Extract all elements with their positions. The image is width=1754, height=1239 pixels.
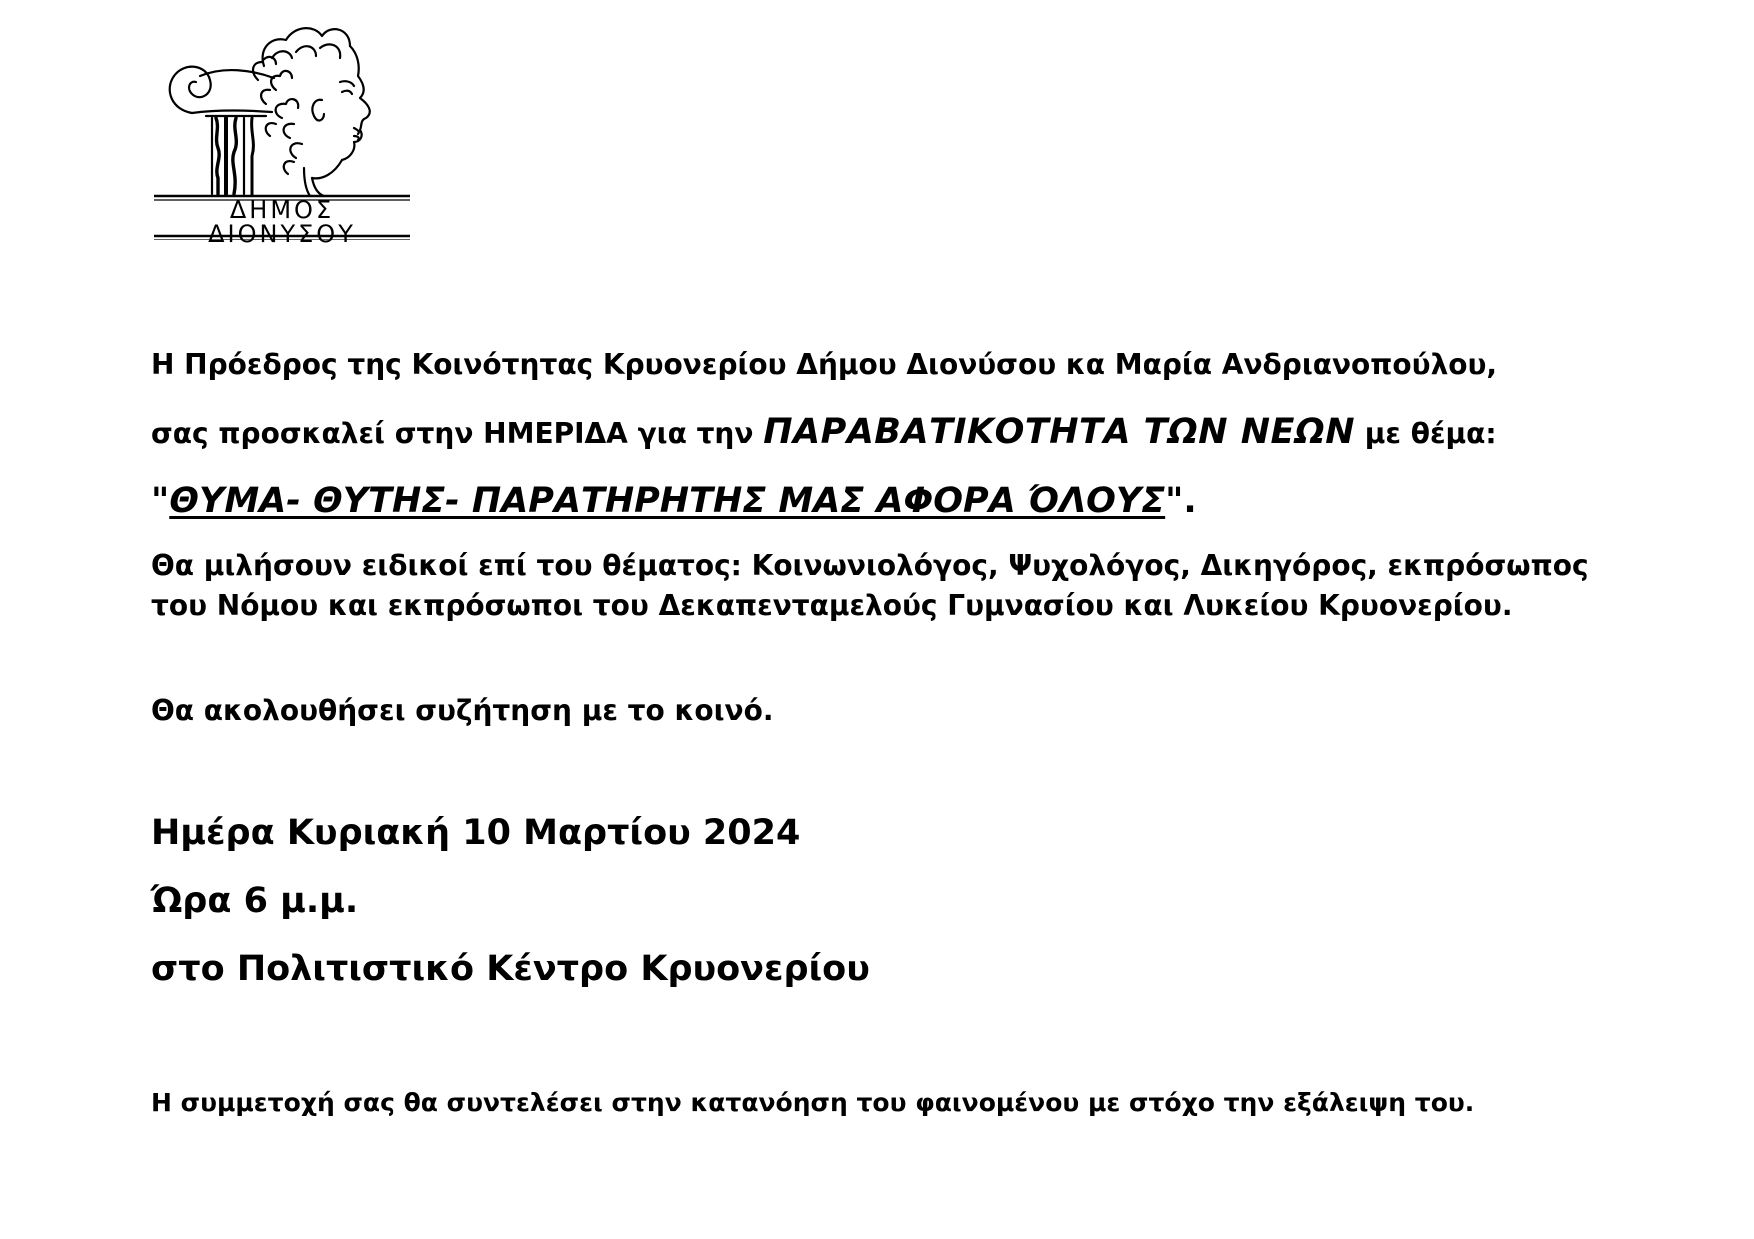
invite-prefix: σας προσκαλεί στην ΗΜΕΡΙΔΑ για την bbox=[151, 417, 754, 450]
speakers-paragraph: Θα μιλήσουν ειδικοί επί του θέματος: Κοινωνιολόγος, Ψυχολόγος, Δικηγόρος, εκπρόσωπος του Νόμου και εκπρόσωποι του Δεκαπενταμελούς Γυμνασίου και Λυκείου Κρυονερίου. bbox=[151, 549, 1589, 622]
logo-wordmark: ΔΗΜΟΣ ΔΙΟΝΥΣΟΥ bbox=[208, 196, 356, 248]
event-venue: στο Πολιτιστικό Κέντρο Κρυονερίου bbox=[151, 949, 870, 989]
subject-line bbox=[151, 481, 1197, 521]
event-day: Ημέρα Κυριακή 10 Μαρτίου 2024 bbox=[151, 813, 801, 853]
subject-title: ΘΥΜΑ- ΘΥΤΗΣ- ΠΑΡΑΤΗΡΗΤΗΣ ΜΑΣ ΑΦΟΡΑ ΌΛΟΥΣ bbox=[169, 481, 1166, 521]
invite-suffix: με θέμα: bbox=[1364, 417, 1497, 450]
closing-paragraph: Η συμμετοχή σας θα συντελέσει στην κατανόηση του φαινομένου με στόχο την εξάλειψη του. bbox=[151, 1088, 1475, 1117]
event-time: Ώρα 6 μ.μ. bbox=[151, 881, 359, 921]
discussion-paragraph: Θα ακολουθήσει συζήτηση με το κοινό. bbox=[151, 694, 774, 727]
municipality-logo bbox=[154, 18, 410, 248]
event-topic: ΠΑΡΑΒΑΤΙΚΟΤΗΤΑ ΤΩΝ ΝΕΩΝ bbox=[763, 412, 1356, 452]
subject-close: ". bbox=[1165, 481, 1197, 521]
invitation-paragraph bbox=[151, 412, 1497, 452]
intro-paragraph: Η Πρόεδρος της Κοινότητας Κρυονερίου Δήμου Διονύσου κα Μαρία Ανδριανοπούλου, bbox=[151, 348, 1498, 381]
subject-open-quote: " bbox=[151, 481, 170, 521]
